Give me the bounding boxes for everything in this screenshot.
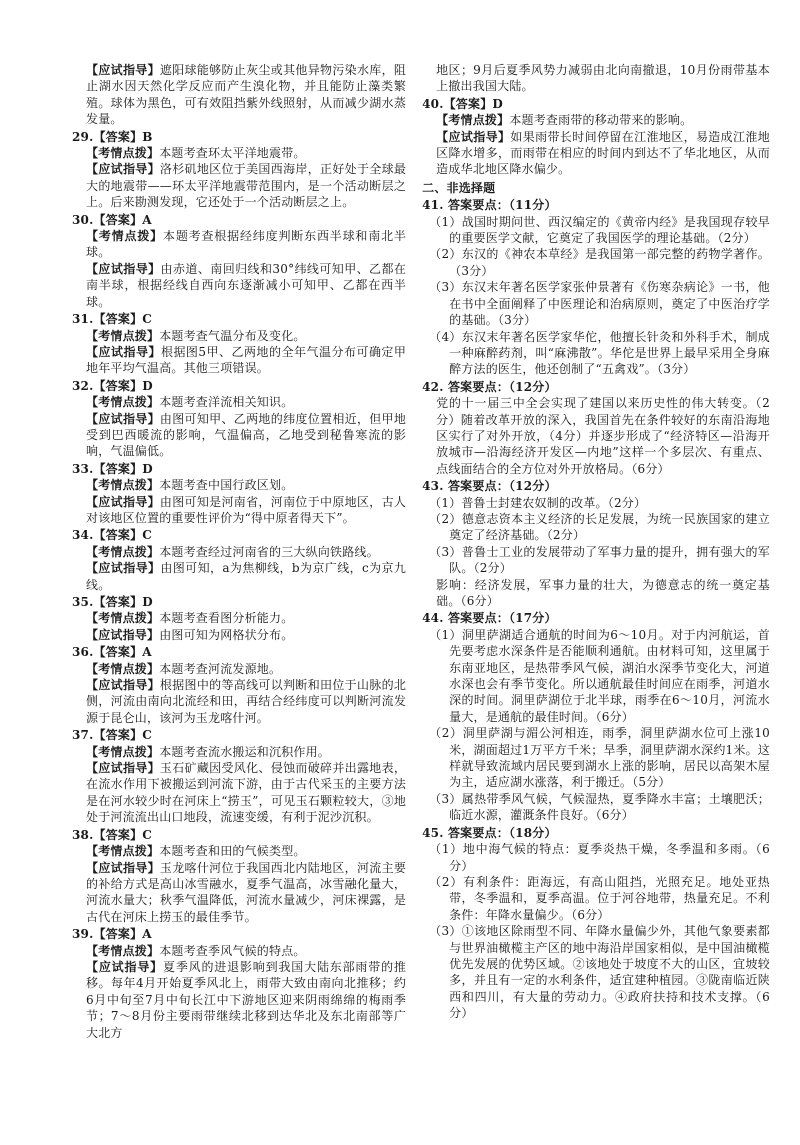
guide-text: 由图可知甲、乙两地的纬度位置相近，但甲地受到巴西暖流的影响，气温偏高，乙地受到秘鲁寒流的影响，气温偏低。 bbox=[86, 411, 407, 459]
answer-label: 【答案】 bbox=[93, 378, 143, 393]
right-top-answers bbox=[422, 62, 770, 178]
q42-text: 党的十一届三中全会实现了建国以来历史性的伟大转变。（2分）随着改革开放的深入，我国首先在条件较好的东南沿海地区实行了对外开放，（4分）并逐步形成了“经济特区—沿海开放城市—沿海经济开发区—内地”这样一个多层次、有重点、点线面结合的全方位对外开放格局。（6分） bbox=[436, 396, 770, 476]
guide-text: 本题考查和田的气候类型。 bbox=[159, 844, 306, 859]
q41-item: （1）战国时期问世、西汉编定的《黄帝内经》是我国现存较早的重要医学文献，它奠定了我国医学的理论基础。（2分） bbox=[429, 214, 770, 246]
q45-item: （3）①该地区除雨型不同、年降水量偏少外，其他气象要素都与世界油橄榄主产区的地中海沿岸国家相似，是中国油橄榄优先发展的优势区域。②该地处于坡度不大的山区，宜坡较多，并且有一定的水利条件，适宜建种植园。③陇南临近陕西和四川，有大量的劳动力。④政府扶持和技术支撑。（6分） bbox=[429, 924, 770, 1021]
question-43 bbox=[422, 478, 770, 609]
question-number: 33. bbox=[72, 461, 94, 476]
guide-label: 【应试指导】 bbox=[86, 678, 160, 693]
guide-text: 如果雨带长时间停留在江淮地区，易造成江淮地区降水增多，而雨带在相应的时间内到达不了华北地区，从而造成华北地区降水偏少。 bbox=[436, 129, 770, 177]
guide-paragraph bbox=[72, 62, 406, 128]
question-44 bbox=[422, 610, 770, 823]
answer-line bbox=[72, 727, 406, 743]
question-number: 39. bbox=[72, 927, 94, 942]
guide-label: 【应试指导】 bbox=[86, 627, 160, 642]
question-number: 36. bbox=[72, 645, 94, 660]
guide-paragraph bbox=[72, 560, 406, 593]
guide-paragraph bbox=[422, 129, 770, 178]
q44-item: （3）属热带季风气候，气候湿热，夏季降水丰富；土壤肥沃；临近水源，灌溉条件良好。（6分） bbox=[429, 791, 770, 823]
guide-paragraph bbox=[72, 843, 406, 859]
answer-line bbox=[72, 311, 406, 327]
guide-text: 本题考查中国行政区划。 bbox=[159, 478, 294, 493]
q41-item: （4）东汉末年著名医学家华佗，他擅长针灸和外科手术，制成一种麻醉药剂，叫“麻沸散”。华佗是世界上最早采用全身麻醉方法的医生，他还创制了“五禽戏”。（3分） bbox=[429, 329, 770, 377]
guide-paragraph bbox=[72, 744, 406, 760]
answer-value: D bbox=[492, 96, 504, 111]
guide-paragraph bbox=[72, 959, 406, 1041]
answer-line bbox=[72, 527, 406, 543]
question-number: 35. bbox=[72, 595, 94, 609]
q43-tail: 影响：经济发展，军事力量的壮大，为德意志的统一奠定基础。（6分） bbox=[436, 577, 770, 608]
left-column bbox=[72, 62, 406, 1041]
q43-item: （1）普鲁士封建农奴制的改革。（2分） bbox=[429, 495, 647, 510]
answer-label: 【答案】 bbox=[93, 827, 143, 842]
guide-paragraph bbox=[72, 860, 406, 926]
answer-label: 【答案】 bbox=[93, 312, 143, 327]
guide-label: 【应试指导】 bbox=[86, 959, 163, 974]
question-number: 34. bbox=[72, 528, 94, 543]
q45-heading: 45. 答案要点：（18分） bbox=[422, 825, 557, 840]
answer-label: 【答案】 bbox=[93, 645, 143, 660]
answer-label: 【答案】 bbox=[93, 129, 143, 144]
guide-text: 本题考查经过河南省的三大纵向铁路线。 bbox=[159, 544, 379, 559]
guide-label: 【考情点拨】 bbox=[86, 611, 160, 626]
guide-text: 本题考查看图分析能力。 bbox=[159, 611, 294, 626]
guide-text: 由图可知是河南省，河南位于中原地区，古人对该地区位置的重要性评价为“得中原者得天下”。 bbox=[86, 494, 407, 525]
question-number: 30. bbox=[72, 212, 94, 227]
answer-value: C bbox=[142, 827, 153, 842]
answer-line bbox=[72, 212, 406, 228]
question-number: 31. bbox=[72, 312, 94, 327]
guide-label: 【应试指导】 bbox=[86, 261, 161, 276]
q44-heading: 44. 答案要点：（17分） bbox=[422, 611, 557, 626]
guide-text: 根据图中的等高线可以判断和田位于山脉的北侧，河流由南向北流经和田，再结合经纬度可以判断河流发源于昆仑山，该河为玉龙喀什河。 bbox=[86, 678, 407, 725]
guide-paragraph bbox=[72, 228, 406, 261]
guide-paragraph bbox=[72, 627, 406, 643]
question-41 bbox=[422, 197, 770, 377]
guide-text: 本题考查环太平洋地震带。 bbox=[159, 146, 306, 161]
guide-text: 由图可知为网格状分布。 bbox=[159, 627, 294, 642]
answer-label: 【答案】 bbox=[93, 927, 143, 942]
q41-item: （3）东汉末年著名医学家张仲景著有《伤寒杂病论》一书，他在书中全面阐释了中医理论和治病原则，奠定了中医治疗学的基础。（3分） bbox=[429, 280, 770, 328]
q45-item: （2）有利条件：距海远，有高山阻挡，光照充足。地处亚热带，冬季温和，夏季高温。位于河谷地带，热量充足。不利条件：年降水量偏少。（6分） bbox=[429, 874, 770, 922]
answer-value: A bbox=[142, 645, 152, 660]
q43-item: （3）普鲁士工业的发展带动了军事力量的提升，拥有强大的军队。（2分） bbox=[429, 544, 770, 576]
guide-label: 【应试指导】 bbox=[86, 494, 160, 509]
guide-label: 【应试指导】 bbox=[86, 761, 160, 776]
question-45 bbox=[422, 825, 770, 1022]
guide-label: 【考情点拨】 bbox=[86, 661, 160, 676]
guide-text: 洛杉矶地区位于美国西海岸，正好处于全球最大的地震带——环太平洋地震带范围内，是一个活动断层之上。后来勘测发现，它还处于一个活动断层之上。 bbox=[86, 162, 407, 210]
guide-paragraph bbox=[72, 394, 406, 410]
answer-value: C bbox=[142, 312, 153, 327]
guide-label: 【应试指导】 bbox=[86, 561, 161, 576]
guide-label: 【应试指导】 bbox=[86, 344, 161, 359]
guide-paragraph bbox=[72, 145, 406, 161]
guide-label: 【考情点拨】 bbox=[86, 544, 160, 559]
answer-value: C bbox=[142, 728, 153, 743]
guide-text: 夏季风的进退影响到我国大陆东部雨带的推移。每年4月开始夏季风北上，雨带大致由南向北推移；约6月中旬至7月中旬长江中下游地区迎来阴雨绵绵的梅雨季节；7～8月份主要雨带继续北移到达华北及东北南部等广大北方 bbox=[86, 959, 407, 1040]
answer-value: D bbox=[142, 595, 153, 609]
guide-text: 由图可知，a为焦柳线，b为京广线，c为京九线。 bbox=[86, 561, 407, 592]
section-title: 二、非选择题 bbox=[422, 180, 496, 195]
guide-label: 【应试指导】 bbox=[86, 411, 160, 426]
question-number: 40. bbox=[422, 96, 444, 111]
answer-line bbox=[72, 129, 406, 145]
question-number: 38. bbox=[72, 827, 94, 842]
q43-item: （2）德意志资本主义经济的长足发展，为统一民族国家的建立奠定了经济基础。（2分） bbox=[429, 511, 770, 543]
guide-text: 本题考查流水搬运和沉积作用。 bbox=[159, 744, 331, 759]
answer-label: 【答案】 bbox=[93, 728, 143, 743]
guide-label: 【考情点拨】 bbox=[86, 844, 160, 859]
guide-label: 【考情点拨】 bbox=[86, 395, 160, 410]
guide-label: 【应试指导】 bbox=[86, 860, 160, 875]
guide-label: 【考情点拨】 bbox=[436, 113, 510, 128]
answer-label: 【答案】 bbox=[93, 528, 143, 543]
guide-paragraph bbox=[422, 112, 770, 128]
guide-text: 玉龙喀什河位于我国西北内陆地区，河流主要的补给方式是高山冰雪融水，夏季气温高，冰雪融化量大，河流水量大；秋季气温降低，河流水量减少，河床裸露，是古代在河床上捞玉的最佳季节。 bbox=[86, 860, 407, 924]
question-number: 29. bbox=[72, 129, 94, 144]
guide-label: 【应试指导】 bbox=[86, 162, 160, 177]
right-column bbox=[422, 62, 770, 1041]
q41-heading: 41. 答案要点：（11分） bbox=[422, 198, 557, 213]
answer-value: A bbox=[142, 927, 152, 942]
answer-value: D bbox=[142, 378, 153, 393]
answer-label: 【答案】 bbox=[443, 96, 493, 111]
guide-text: 玉石矿藏因受风化、侵蚀而破碎并出露地表，在流水作用下被搬运到河流下游，由于古代采玉的主要方法是在河水较少时在河床上“捞玉”，可见玉石颗粒较大，③地处于河流流出山口地段，流速变缓，有利于泥沙沉积。 bbox=[86, 761, 407, 825]
answer-value: A bbox=[142, 212, 152, 227]
continued-text: 地区；9月后夏季风势力减弱由北向南撤退，10月份雨带基本上撤出我国大陆。 bbox=[436, 63, 770, 94]
answer-line bbox=[72, 594, 406, 610]
answer-line bbox=[72, 926, 406, 942]
guide-text: 本题考查气温分布及变化。 bbox=[159, 328, 306, 343]
q42-heading: 42. 答案要点：（12分） bbox=[422, 379, 557, 394]
q43-heading: 43. 答案要点：（12分） bbox=[422, 479, 557, 494]
guide-paragraph bbox=[72, 610, 406, 626]
guide-label: 【考情点拨】 bbox=[86, 478, 160, 493]
guide-label: 【考情点拨】 bbox=[86, 146, 160, 161]
answer-value: C bbox=[142, 528, 153, 543]
guide-paragraph bbox=[72, 760, 406, 826]
q41-item: （2）东汉的《神农本草经》是我国第一部完整的药物学著作。（3分） bbox=[429, 247, 770, 278]
guide-text: 本题考查河流发源地。 bbox=[159, 661, 282, 676]
guide-paragraph bbox=[72, 328, 406, 344]
guide-paragraph bbox=[72, 477, 406, 493]
answer-line bbox=[72, 378, 406, 394]
answer-line bbox=[72, 644, 406, 660]
q44-item: （1）洞里萨湖适合通航的时间为6～10月。对于内河航运，首先要考虑水深条件是否能顺利通航。由材料可知，这里属于东南亚地区，是热带季风气候，湖泊水深季节变化大，河道水深也会有季节变化。所以通航最佳时间应在雨季，河道水深的时间。洞里萨湖位于北半球，雨季在6～10月，河流水量大，是通航的最佳时间。（6分） bbox=[429, 627, 770, 724]
answer-label: 【答案】 bbox=[93, 461, 143, 476]
answer-line bbox=[72, 827, 406, 843]
guide-paragraph bbox=[72, 677, 406, 726]
question-number: 32. bbox=[72, 378, 94, 393]
guide-label: 【应试指导】 bbox=[86, 63, 160, 77]
answer-label: 【答案】 bbox=[93, 212, 143, 227]
guide-text: 本题考查根据经纬度判断东西半球和南北半球。 bbox=[86, 229, 407, 260]
answer-line bbox=[422, 96, 770, 112]
guide-paragraph bbox=[72, 494, 406, 527]
q44-item: （2）洞里萨湖与湄公河相连，雨季，洞里萨湖水位可上涨10米，湖面超过1万平方千米；旱季，洞里萨湖水深约1米。这样就导致流域内居民要到湖水上涨的影响，居民以高架木屋为主，适应湖水涨落，利于搬迁。（5分） bbox=[429, 726, 770, 790]
question-42 bbox=[422, 379, 770, 477]
guide-paragraph bbox=[72, 544, 406, 560]
q45-item: （1）地中海气候的特点：夏季炎热干燥，冬季温和多雨。（6分） bbox=[429, 842, 770, 873]
answer-line bbox=[72, 461, 406, 477]
guide-label: 【考情点拨】 bbox=[86, 229, 163, 244]
guide-label: 【考情点拨】 bbox=[86, 744, 160, 759]
guide-label: 【考情点拨】 bbox=[86, 943, 160, 958]
guide-paragraph bbox=[72, 943, 406, 959]
guide-label: 【应试指导】 bbox=[436, 129, 511, 144]
guide-text: 根据图5甲、乙两地的全年气温分布可确定甲地年平均气温高。其他三项错误。 bbox=[86, 344, 407, 376]
guide-text: 本题考查雨带的移动带来的影响。 bbox=[509, 113, 693, 128]
guide-paragraph bbox=[72, 344, 406, 377]
guide-text: 由赤道、南回归线和30°纬线可知甲、乙都在南半球，根据经线自西向东逐渐减小可知甲、乙都在西半球。 bbox=[86, 261, 407, 309]
guide-text: 本题考查洋流相关知识。 bbox=[159, 395, 294, 410]
answer-label: 【答案】 bbox=[93, 595, 143, 609]
question-number: 37. bbox=[72, 728, 94, 743]
guide-paragraph bbox=[72, 161, 406, 210]
guide-label: 【考情点拨】 bbox=[86, 328, 160, 343]
answer-value: B bbox=[142, 129, 153, 144]
guide-text: 本题考查季风气候的特点。 bbox=[159, 943, 306, 958]
guide-paragraph bbox=[72, 261, 406, 310]
guide-paragraph bbox=[72, 661, 406, 677]
guide-paragraph bbox=[72, 411, 406, 460]
guide-text: 遮阳球能够防止灰尘或其他异物污染水库，阻止湖水因天然化学反应而产生溴化物，并且能防止藻类繁殖。球体为黑色，可有效阻挡紫外线照射，从而减少湖水蒸发量。 bbox=[86, 63, 407, 127]
answer-value: D bbox=[142, 461, 153, 476]
